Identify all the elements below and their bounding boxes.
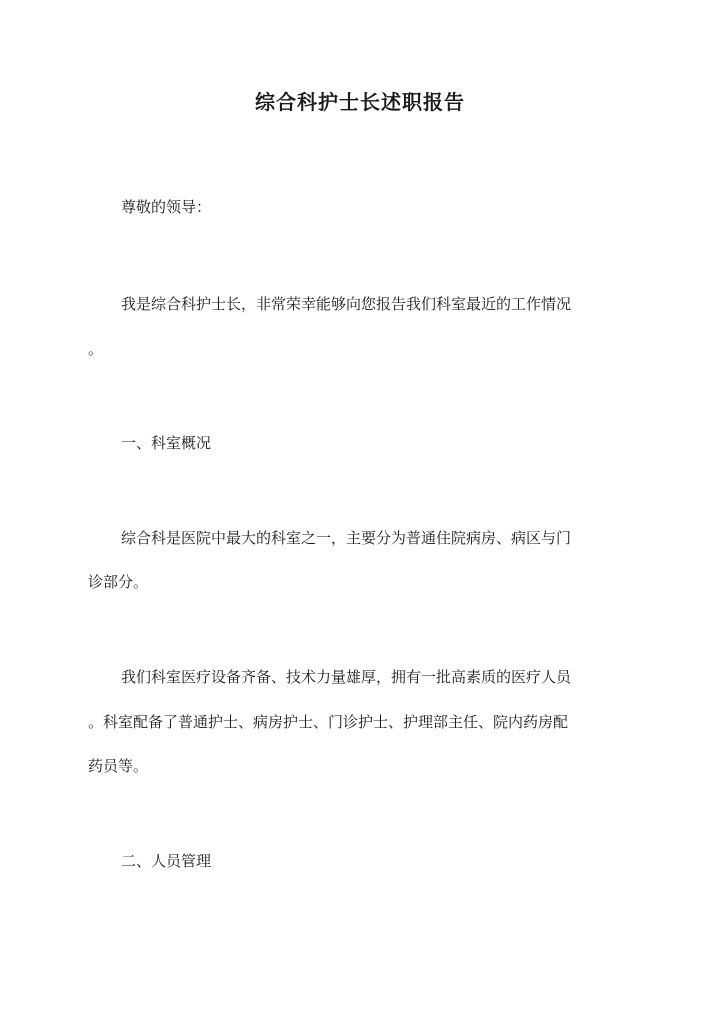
section-1-para-2-line-2: 。科室配备了普通护士、病房护士、门诊护士、护理部主任、院内药房配 [88, 713, 569, 731]
section-1-heading: 一、科室概况 [121, 434, 212, 452]
section-1-para-1-line-2: 诊部分。 [88, 573, 149, 591]
document-title: 综合科护士长述职报告 [255, 90, 465, 114]
section-2-heading: 二、人员管理 [121, 852, 212, 870]
intro-line-1: 我是综合科护士长，非常荣幸能够向您报告我们科室最近的工作情况 [121, 295, 572, 313]
section-1-para-2-line-1: 我们科室医疗设备齐备、技术力量雄厚，拥有一批高素质的医疗人员 [121, 668, 572, 686]
intro-line-2: 。 [88, 340, 104, 358]
section-1-para-1-line-1: 综合科是医院中最大的科室之一，主要分为普通住院病房、病区与门 [121, 529, 572, 547]
section-1-para-2-line-3: 药员等。 [88, 757, 149, 775]
salutation: 尊敬的领导： [121, 198, 212, 216]
